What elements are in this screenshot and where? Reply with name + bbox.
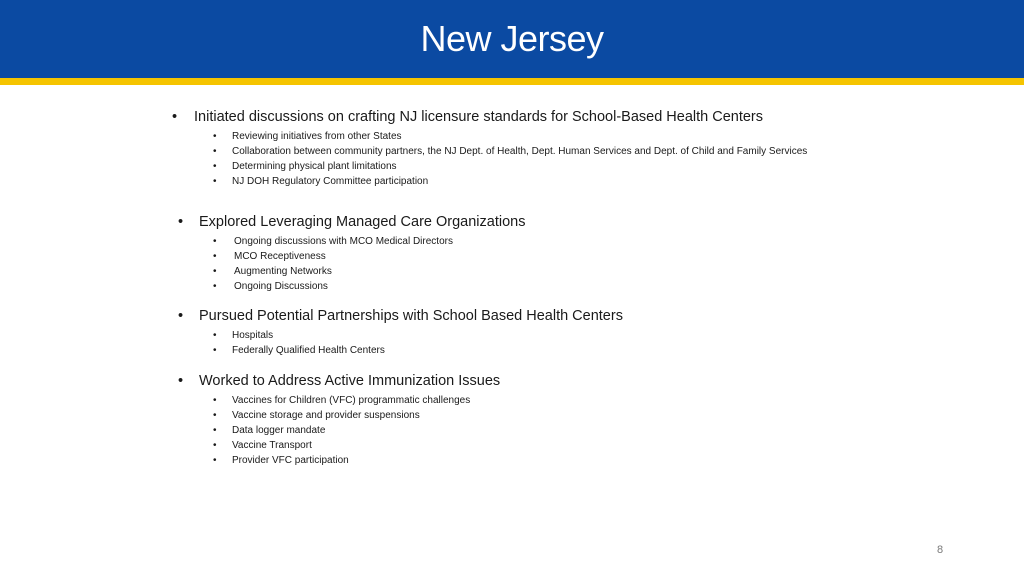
bullet-icon: •	[178, 373, 184, 389]
section-partnerships	[178, 307, 832, 358]
list-item: • NJ DOH Regulatory Committee participation	[213, 176, 429, 188]
section-mco	[178, 213, 834, 295]
bullet-icon: •	[178, 214, 184, 230]
list-item: • Vaccine Transport	[213, 440, 312, 452]
bullet-icon: •	[172, 109, 178, 125]
section-heading: • Pursued Potential Partnerships with School Based Health Centers	[178, 308, 623, 324]
list-item: • Collaboration between community partners, the NJ Dept. of Health, Dept. Human Services and Dept. of Child and Family Services	[213, 145, 808, 157]
bullet-icon: •	[213, 176, 217, 188]
bullet-icon: •	[213, 160, 217, 172]
list-item: • Reviewing initiatives from other States	[213, 130, 402, 142]
list-item: • Data logger mandate	[213, 424, 326, 436]
slide-title: New Jersey	[420, 18, 604, 59]
list-item: • Augmenting Networks	[213, 265, 332, 277]
list-item: • Provider VFC participation	[213, 455, 349, 467]
section-immunization	[178, 372, 832, 469]
section-heading: • Initiated discussions on crafting NJ licensure standards for School-Based Health Centers	[172, 109, 764, 125]
list-item: • MCO Receptiveness	[213, 250, 326, 262]
list-item: • Vaccines for Children (VFC) programmatic challenges	[213, 394, 471, 406]
sub-list	[213, 393, 832, 469]
page-number: 8	[936, 544, 944, 556]
bullet-icon: •	[178, 308, 184, 324]
section-licensure	[172, 108, 832, 190]
sub-list	[213, 129, 832, 190]
bullet-icon: •	[213, 145, 217, 157]
list-item: • Hospitals	[213, 329, 274, 341]
bullet-icon: •	[213, 424, 217, 436]
section-heading: • Explored Leveraging Managed Care Organizations	[178, 214, 526, 230]
bullet-icon: •	[213, 281, 217, 293]
list-item: • Ongoing discussions with MCO Medical Directors	[213, 235, 453, 247]
bullet-icon: •	[213, 250, 217, 262]
list-item: • Federally Qualified Health Centers	[213, 344, 385, 356]
list-item: • Determining physical plant limitations	[213, 160, 397, 172]
bullet-icon: •	[213, 265, 217, 277]
bullet-icon: •	[213, 235, 217, 247]
sub-list	[213, 234, 834, 295]
sub-list	[213, 328, 832, 358]
bullet-icon: •	[213, 130, 217, 142]
bullet-icon: •	[213, 344, 217, 356]
list-item: • Ongoing Discussions	[213, 281, 328, 293]
bullet-icon: •	[213, 455, 217, 467]
bullet-icon: •	[213, 409, 217, 421]
section-heading: • Worked to Address Active Immunization Issues	[178, 373, 501, 389]
list-item: • Vaccine storage and provider suspensions	[213, 409, 420, 421]
bullet-icon: •	[213, 440, 217, 452]
bullet-icon: •	[213, 394, 217, 406]
bullet-icon: •	[213, 329, 217, 341]
